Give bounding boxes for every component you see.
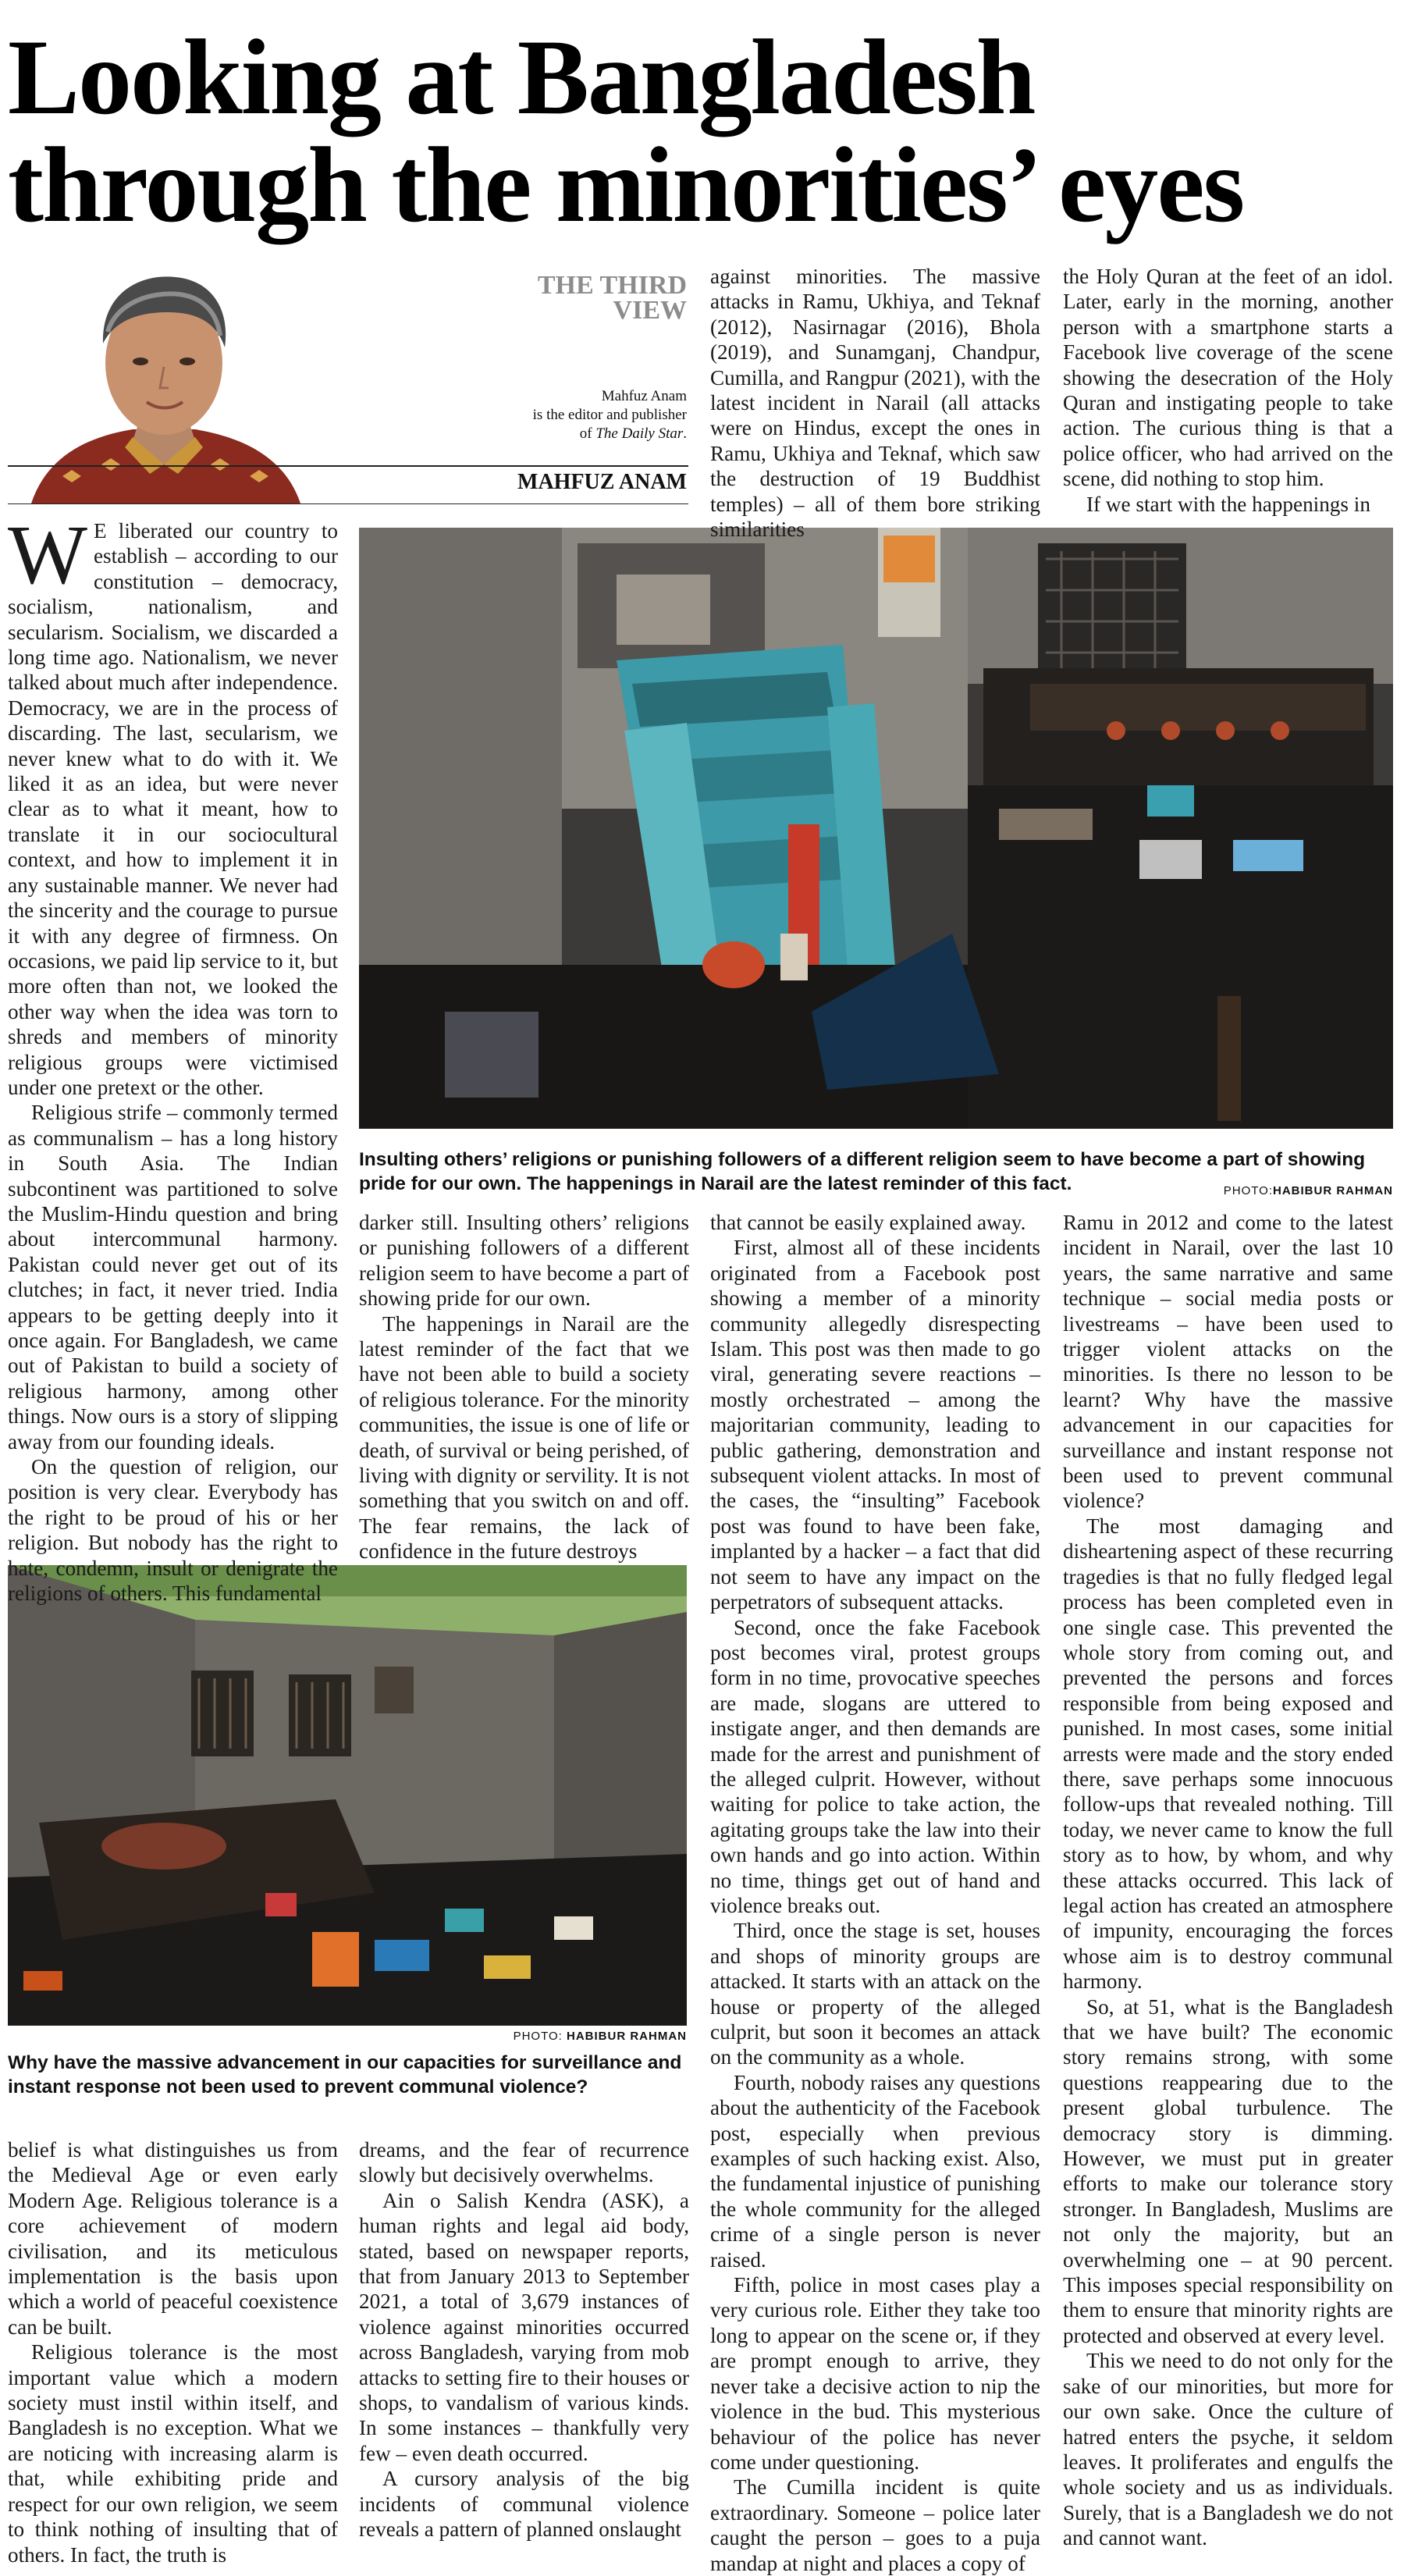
paragraph-23: So, at 51, what is the Bangladesh that we have built? The economic story remains strong, with some questions reappearing due to the present global turbulence. The democracy story is dimming. However, we must put in greater efforts to make our tolerance story stronger. In Bangladesh, Muslims are not only the majority, but an overwhelming one – at 90 percent. This imposes special responsibility on them to ensure that minority rights are protected and observed at every level. xyxy=(1063,1994,1393,2347)
kicker-line-2: VIEW xyxy=(613,296,687,325)
author-note-role-2 xyxy=(406,425,687,443)
byline: MAHFUZ ANAM xyxy=(517,470,687,494)
paragraph-2: Religious strife – commonly termed as communalism – has a long history in South Asia. The Indian subcontinent was partitioned to solve the Muslim-Hindu question and bring about intercommunal harmony. Pakistan could never get out of its clutches; in fact, it never tried. India appears to be getting deeply into it once again. For Bangladesh, we came out of Pakistan to build a society of religious harmony, among other things. Now ours is a story of slipping away from our founding ideals. xyxy=(8,1101,338,1453)
paragraph-6: darker still. Insulting others’ religions or punishing followers of a different religion seem to have become a part of showing pride for our own. xyxy=(359,1211,689,1311)
paragraph-9: Ain o Salish Kendra (ASK), a human rights and legal aid body, stated, based on newspaper reports, that from January 2013 to September 2021, a total of 3,679 instances of violence against minorities occurred across Bangladesh, varying from mob attacks to setting fire to their houses or shops, to vandalism of various kinds. In some instances – thankfully very few – even death occurred. xyxy=(359,2188,689,2465)
paragraph-11: against minorities. The massive attacks in Ramu, Ukhiya, and Teknaf (2012), Nasirnagar (2016), Bhola (2019), and Sunamganj, Chandpur, Cumilla, and Rangpur (2021), with the latest incident in Narail (all attacks were on Hindus, except the ones in Ramu, Ukhiya and Teknaf, which saw the destruction of 19 Buddhist temples) – all of them bore striking similarities xyxy=(710,265,1040,542)
author-note-role-suffix: . xyxy=(683,425,687,442)
article-col2-bottom xyxy=(359,2137,689,2542)
kicker-line-1: THE THIRD xyxy=(537,271,687,300)
column-kicker xyxy=(437,273,687,323)
photo1-caption: Insulting others’ religions or punishing followers of a different religion seem to have become a part of showing pride for our own. The happenings in Narail are the latest reminder of this fact. xyxy=(359,1149,1366,1194)
article-col3-lower xyxy=(710,1210,1040,2575)
byline-rule xyxy=(8,465,688,467)
article-col3-top xyxy=(710,264,1040,542)
article-col1-top xyxy=(8,509,338,1606)
headline-line-2: through the minorities’ eyes xyxy=(8,125,1244,244)
photo1-credit-name: HABIBUR RAHMAN xyxy=(1273,1184,1393,1197)
headline xyxy=(8,17,1397,244)
article-col1-bottom xyxy=(8,2137,338,2567)
author-note-role-1: is the editor and publisher xyxy=(532,407,687,423)
photo2-credit xyxy=(375,2030,687,2043)
photo-burnt-house-interior xyxy=(8,1565,687,2026)
paragraph-24: This we need to do not only for the sake of our minorities, but more for our own sake. Once the culture of hatred enters the psyche, it seldom leaves. It proliferates and engulfs the whole society and us as individuals. Surely, that is a Bangladesh we do not and cannot want. xyxy=(1063,2349,1393,2550)
photo1-credit xyxy=(1155,1184,1393,1197)
article-col4-lower xyxy=(1063,1210,1393,2550)
paragraph-13: First, almost all of these incidents originated from a Facebook post showing a member of a minority community allegedly disrespecting Islam. This post was then made to go viral, generating severe reactions – mostly orchestrated – among the majoritarian community, leading to public gathering, demonstration and subsequent violent attacks. In most of the cases, the “insulting” Facebook post was found to have been fake, implanted by a hacker – a fact that did not seem to have any impact on the perpetrators of subsequent attacks. xyxy=(710,1236,1040,1614)
author-note-role-prefix: of xyxy=(579,425,596,442)
drop-cap: W xyxy=(8,509,87,602)
paragraph-1 xyxy=(8,509,338,1100)
paragraph-10: A cursory analysis of the big incidents of communal violence reveals a pattern of planned onslaught xyxy=(359,2467,689,2542)
paragraph-8: dreams, and the fear of recurrence slowly but decisively overwhelms. xyxy=(359,2138,689,2187)
author-portrait xyxy=(16,269,304,503)
photo-burnt-room-narail xyxy=(359,528,1393,1129)
paragraph-7: The happenings in Narail are the latest reminder of the fact that we have not been able to build a society of religious tolerance. For the minority communities, the issue is one of life or death, of survival or being perished, of living with dignity or servility. It is not something that you switch on and off. The fear remains, the lack of confidence in the future destroys xyxy=(359,1311,689,1564)
paragraph-20: If we start with the happenings in xyxy=(1086,492,1370,516)
photo2-credit-name: HABIBUR RAHMAN xyxy=(567,2030,687,2043)
paragraph-15: Third, once the stage is set, houses and shops of minority groups are attacked. It starts with an attack on the house or property of the alleged culprit, but soon it becomes an attack on the community as a whole. xyxy=(710,1919,1040,2069)
article-col2-middle xyxy=(359,1210,689,1564)
paragraph-4: belief is what distinguishes us from the Medieval Age or even early Modern Age. Religious tolerance is a core achievement of modern civilisation, and its meticulous implementation is the basis upon which a world of peaceful coexistence can be built. xyxy=(8,2138,338,2339)
paragraph-22: The most damaging and disheartening aspect of these recurring tragedies is that no fully fledged legal process has been completed even in one single case. This prevented the whole story from coming out, and prevented the persons and forces responsible from being exposed and punished. In most cases, some initial arrests were made and the story ended there, save perhaps some innocuous follow-ups that revealed nothing. Till today, we never came to know the full story as to how, by whom, and why these attacks occurred. This lack of legal action has created an atmosphere of impunity, encouraging the forces whose aim is to destroy communal harmony. xyxy=(1063,1514,1393,1994)
byline-rule-bottom xyxy=(8,503,688,504)
paragraph-21: Ramu in 2012 and come to the latest incident in Narail, over the last 10 years, the same narrative and same technique – social media posts or livestreams – have been used to trigger violent attacks on the minorities. Is there no lesson to be learnt? Why have the massive advancement in our capacities for surveillance and instant response not been used to prevent communal violence? xyxy=(1063,1211,1393,1513)
author-note xyxy=(406,387,687,443)
paragraph-3: On the question of religion, our position is very clear. Everybody has the right to be proud of his or her religion. But nobody has the right to hate, condemn, insult or denigrate the religions of others. This fundamental xyxy=(8,1455,338,1606)
paragraph-16: Fourth, nobody raises any questions about the authenticity of the Facebook post, especially when previous examples of such hacking exist. Also, the fundamental injustice of punishing the whole community for the alleged crime of a single person is never raised. xyxy=(710,2070,1040,2272)
paragraph-14: Second, once the fake Facebook post becomes viral, protest groups form in no time, provocative speeches are made, slogans are uttered to instigate anger, and then demands are made for the arrest and punishment of the alleged culprit. However, without waiting for police to take action, the agitating groups take the law into their own hands and go into action. Within no time, things get out of hand and violence breaks out. xyxy=(710,1615,1040,1917)
paragraph-17: Fifth, police in most cases play a very curious role. Either they take too long to appear on the scene or, if they are prompt enough to arrive, they never take a decisive action to nip the violence in the bud. This mysterious behaviour of the police has never come under questioning. xyxy=(710,2273,1040,2474)
paragraph-12: that cannot be easily explained away. xyxy=(710,1211,1026,1234)
paragraph-19: the Holy Quran at the feet of an idol. Later, early in the morning, another person with a smartphone starts a Facebook live coverage of the scene showing the desecration of the Holy Quran and instigating people to take action. The curious thing is that a police officer, who had arrived on the scene, did nothing to stop him. xyxy=(1063,265,1393,491)
photo2-credit-label: PHOTO: xyxy=(513,2030,567,2043)
publication-name: The Daily Star xyxy=(595,425,684,442)
article-col4-top xyxy=(1063,264,1393,514)
headline-line-1: Looking at Bangladesh xyxy=(8,17,1035,137)
paragraph-5: Religious tolerance is the most important value which a modern society must instil within itself, and Bangladesh is no exception. What we are noticing with increasing alarm is that, while exhibiting pride and respect for our own religion, we seem to think nothing of insulting that of others. In fact, the truth is xyxy=(8,2340,338,2567)
photo2-caption: Why have the massive advancement in our capacities for surveillance and instant response not been used to prevent communal violence? xyxy=(8,2052,682,2097)
paragraph-1-text: E liberated our country to establish – according to our constitution – democracy, socialism, nationalism, and secularism. Socialism, we discarded a long time ago. Nationalism, we never talked about much after independence. Democracy, we are in the process of discarding. The last, secularism, we never knew what to do with it. We liked it as an idea, but were never clear as to what it meant, how to translate it in our sociocultural context, and how to implement it in any sustainable manner. We never had the sincerity and the courage to pursue it with any degree of firmness. On occasions, we paid lip service to it, but more often than not, we looked the other way when the idea was torn to shreds and members of minority religious groups were victimised under one pretext or the other. xyxy=(8,519,338,1099)
photo1-credit-label: PHOTO: xyxy=(1223,1184,1273,1197)
paragraph-18: The Cumilla incident is quite extraordinary. Someone – police later caught the person – goes to a puja mandap at night and places a copy of xyxy=(710,2475,1040,2575)
author-note-name: Mahfuz Anam xyxy=(601,388,687,404)
